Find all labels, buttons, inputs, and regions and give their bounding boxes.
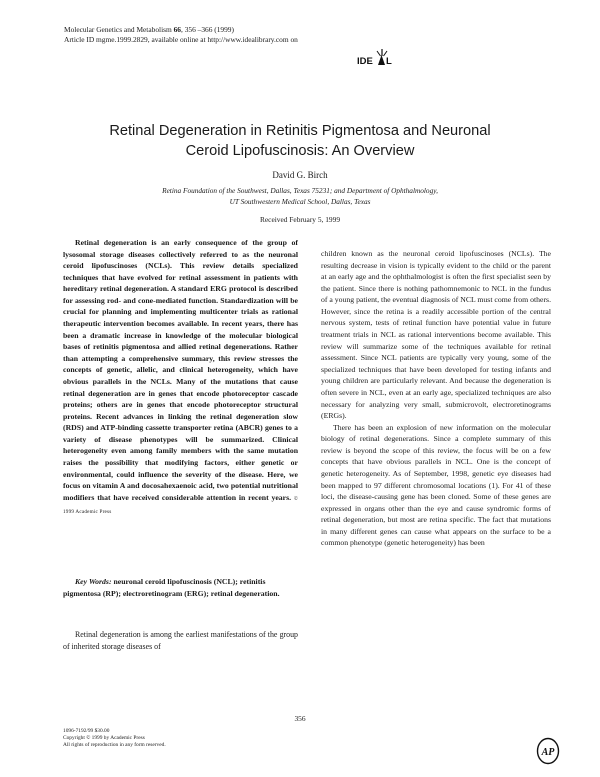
footer-line: All rights of reproduction in any form reserved.	[63, 742, 166, 749]
intro-left-column	[63, 629, 298, 653]
abstract	[63, 237, 298, 519]
academic-press-logo	[536, 737, 560, 765]
article-title	[60, 122, 540, 161]
journal-pages-year: , 356 –366 (1999)	[181, 25, 234, 34]
abstract-paragraph	[63, 237, 298, 519]
body-paragraph: Retinal degeneration is among the earliest manifestations of the group of inherited storage diseases of	[63, 630, 298, 651]
body-paragraph: There has been an explosion of new information on the molecular biology of retinal degenerations. Since a complete summary of this review is beyond the scope of this review, the focus will be on a few concepts that have obvious parallels in NCL. One is the concept of genetic heterogeneity. As of September, 1998, genetic eye diseases had been mapped to 97 different chromosomal locations (1). For 41 of these loci, the disease-causing gene has been cloned. Some of these genes are expressed in organs other than the eye and cause syndromic forms of retinal degeneration, but most are retina specific. The fact that mutations in many different genes can cause what appears on the surface to be a common phenotype (genetic heterogeneity) has been	[321, 422, 551, 548]
affiliation-line: Retina Foundation of the Southwest, Dallas, Texas 75231; and Department of Ophthalmology,	[162, 186, 438, 195]
journal-volume: 66	[173, 25, 181, 34]
ideal-logo	[357, 46, 405, 70]
affiliation-line: UT Southwestern Medical School, Dallas, Texas	[229, 197, 371, 207]
author-name: David G. Birch	[272, 170, 328, 180]
keywords-text: neuronal ceroid lipofuscinosis (NCL); retinitis pigmentosa (RP); electroretinogram (ERG); retinal degeneration.	[63, 577, 280, 598]
title-line: Ceroid Lipofuscinosis: An Overview	[185, 142, 415, 159]
author-affiliation	[60, 185, 540, 208]
ap-logo-text: AP	[541, 747, 555, 758]
page-number: 356	[294, 714, 306, 723]
ideal-logo-text-end: L	[386, 56, 392, 67]
copyright-footer	[63, 728, 166, 749]
journal-name: Molecular Genetics and Metabolism	[64, 25, 172, 34]
journal-header	[64, 25, 298, 44]
ideal-logo-spark-left	[377, 51, 381, 56]
journal-citation	[64, 25, 298, 35]
abstract-text: Retinal degeneration is an early consequence of the group of lysosomal storage diseases collectively referred to as the neuronal ceroid lipofuscinoses (NCLs). This review details specialized techniques that have evolved for retinal assessment in patients with hereditary retinal degeneration. A standard ERG protocol is described for assessing rod- and cone-mediated function. Standardization will be crucial for planning and implementing multicenter trials as rational therapeutic intervention becomes available. In recent years, there has been a dramatic increase in knowledge of the molecular biological bases of retinitis pigmentosa and allied retinal degenerations. Rather than attempting a comprehensive summary, this review stresses the concepts of genetic, allelic, and clinical heterogeneity, which have obvious parallels in the NCLs. Many of the mutations that cause retinal degeneration are in genes that encode photoreceptor cascade proteins; others are in genes that encode photoreceptor structural proteins. Recent advances in linking the retinal degeneration slow (RDS) and ATP-binding cassette transporter retina (ABCR) genes to a variety of disease phenotypes will be summarized. Clinical heterogeneity even among family members with the same mutation raises the possibility that modifying factors, either genetic or environmental, could influence the severity of the disease. Here, we focus on vitamin A and docosahexaenoic acid, two potential nutritional modifiers that have received considerable attention in recent years.	[63, 238, 298, 502]
ideal-logo-triangle	[378, 55, 385, 65]
keywords	[63, 576, 298, 599]
abstract-copyright: © 1999 Academic Press	[63, 495, 298, 516]
footer-line: Copyright © 1999 by Academic Press	[63, 735, 145, 742]
footer-line: 1096-7192/99 $30.00	[63, 728, 110, 734]
received-date: Received February 5, 1999	[259, 215, 341, 224]
intro-right-column	[321, 248, 551, 549]
title-line: Retinal Degeneration in Retinitis Pigmentosa and Neuronal	[109, 123, 491, 139]
ideal-logo-text-start: IDE	[357, 56, 373, 67]
keywords-label: Key Words:	[75, 577, 112, 586]
article-id-line: Article ID mgme.1999.2829, available online at http://www.idealibrary.com on	[64, 34, 298, 44]
body-paragraph: children known as the neuronal ceroid lipofuscinoses (NCLs). The resulting decrease in vision is typically evident to the child or the parent at an early age and the ophthalmologist is often the first specialist seen by the patient. Since there is nothing pathomnemonic to NCL in the fundus of a young patient, the eventual diagnosis of NCL must come from others. However, since the retina is a readily accessible portion of the central nervous system, tests of retinal function have potential value in future treatment trials in NCL as rational interventions become available. This review will summarize some of the techniques available for retinal assessment. Since NCL patients are typically very young, some of the specialized techniques that have been developed for testing infants and young children are particularly relevant. And because the degeneration is often severe in NCL, even at an early age, specialized techniques are also necessary for analyzing very small, submicrovolt, electroretinograms (ERGs).	[321, 249, 552, 421]
